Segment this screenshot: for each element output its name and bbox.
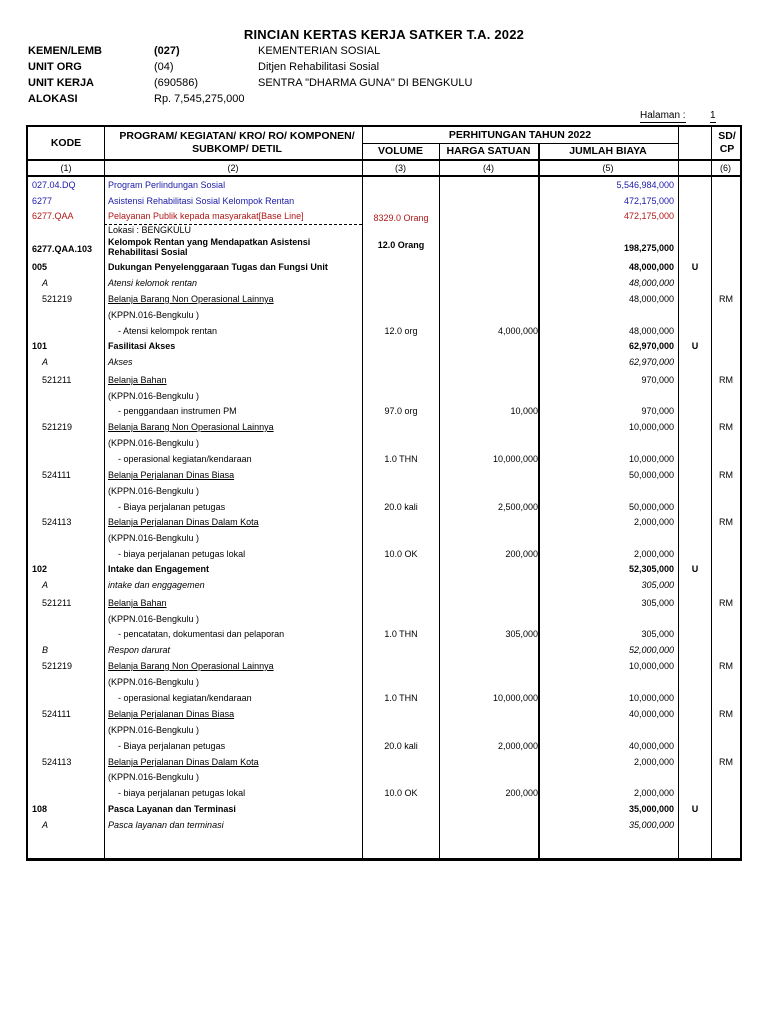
cell-u: U <box>691 804 699 814</box>
cell-program: (KPPN.016-Bengkulu ) <box>108 614 200 624</box>
table-row <box>28 546 740 562</box>
meta-label: ALOKASI <box>28 93 78 105</box>
table-row <box>28 338 740 354</box>
table-row <box>28 514 740 530</box>
colnum-3: (3) <box>395 163 406 173</box>
table-row <box>28 626 740 642</box>
cell-sdcp: RM <box>719 757 733 767</box>
meta-code: (04) <box>154 61 174 73</box>
table-row <box>28 435 740 451</box>
cell-kode: 6277 <box>32 196 53 206</box>
colnum-2: (2) <box>227 163 239 173</box>
cell-program: Pasca Layanan dan Terminasi <box>108 804 236 814</box>
document-title: RINCIAN KERTAS KERJA SATKER T.A. 2022 <box>243 27 525 42</box>
meta-code: (690586) <box>154 77 199 89</box>
cell-program: Intake dan Engagement <box>108 564 210 574</box>
cell-program: - penggandaan instrumen PM <box>118 406 237 416</box>
halaman-label: Halaman : <box>640 110 686 121</box>
cell-program: (KPPN.016-Bengkulu ) <box>108 772 200 782</box>
cell-harga: 200,000 <box>505 549 538 559</box>
table-row <box>28 451 740 467</box>
cell-jumlah: 198,275,000 <box>623 243 674 253</box>
cell-jumlah: 10,000,000 <box>628 422 674 432</box>
cell-program: Respon darurat <box>108 645 171 655</box>
cell-kode: A <box>42 580 49 590</box>
cell-jumlah: 970,000 <box>641 375 674 385</box>
cell-jumlah: 2,000,000 <box>633 757 674 767</box>
cell-jumlah: 10,000,000 <box>628 693 674 703</box>
table-row <box>28 275 740 291</box>
cell-kode: 524111 <box>42 470 71 480</box>
halaman-number: 1 <box>710 110 716 121</box>
cell-program: Program Perlindungan Sosial <box>108 180 226 190</box>
cell-program: Belanja Perjalanan Dinas Dalam Kota <box>108 517 259 527</box>
cell-program: Akses <box>108 357 133 367</box>
table-row <box>28 785 740 801</box>
cell-jumlah: 62,970,000 <box>628 357 674 367</box>
cell-kode: A <box>42 357 49 367</box>
cell-program: intake dan enggagemen <box>108 580 205 590</box>
header-perhitungan: PERHITUNGAN TAHUN 2022 <box>448 129 592 141</box>
cell-jumlah: 5,546,984,000 <box>616 180 674 190</box>
cell-harga: 4,000,000 <box>497 326 538 336</box>
cell-jumlah: 2,000,000 <box>633 517 674 527</box>
cell-kode: 524113 <box>42 757 72 767</box>
table-row <box>28 738 740 754</box>
table-row <box>28 177 740 193</box>
cell-kode: 521219 <box>42 422 73 432</box>
cell-sdcp: RM <box>719 598 733 608</box>
cell-kode: 101 <box>32 341 48 351</box>
cell-kode: 524113 <box>42 517 72 527</box>
cell-program: (KPPN.016-Bengkulu ) <box>108 677 200 687</box>
cell-program: Belanja Bahan <box>108 598 167 608</box>
cell-kode: 524111 <box>42 709 71 719</box>
cell-sdcp: RM <box>719 422 733 432</box>
meta-label: KEMEN/LEMB <box>28 45 102 57</box>
table-row <box>28 307 740 323</box>
cell-jumlah: 305,000 <box>641 629 674 639</box>
colnum-1: (1) <box>60 163 72 173</box>
table-row <box>28 388 740 404</box>
cell-program: - Biaya perjalanan petugas <box>118 741 226 751</box>
cell-kode: 102 <box>32 564 48 574</box>
cell-program: (KPPN.016-Bengkulu ) <box>108 533 200 543</box>
cell-sdcp: RM <box>719 294 733 304</box>
cell-harga: 2,500,000 <box>497 502 538 512</box>
table-row <box>28 690 740 706</box>
cell-program: - pencatatan, dokumentasi dan pelaporan <box>118 629 285 639</box>
cell-kode: 6277.QAA <box>32 211 74 221</box>
table-row <box>28 595 740 611</box>
cell-jumlah: 35,000,000 <box>628 804 674 814</box>
cell-jumlah: 48,000,000 <box>628 294 674 304</box>
meta-label: UNIT ORG <box>28 61 82 73</box>
table-row <box>28 419 740 435</box>
table-row <box>28 499 740 515</box>
cell-jumlah: 48,000,000 <box>628 262 674 272</box>
cell-kode: 521211 <box>42 598 72 608</box>
cell-jumlah: 305,000 <box>641 580 674 590</box>
cell-program: (KPPN.016-Bengkulu ) <box>108 391 200 401</box>
cell-program: Asistensi Rehabilitasi Sosial Kelompok Rentan <box>108 196 295 206</box>
table-row <box>28 291 740 307</box>
header-kode: KODE <box>50 137 82 149</box>
cell-program: - Biaya perjalanan petugas <box>118 502 226 512</box>
cell-kode: 108 <box>32 804 48 814</box>
cell-kode: 027.04.DQ <box>32 180 76 190</box>
cell-volume: 97.0 org <box>384 406 418 416</box>
table-row <box>28 642 740 658</box>
meta-value: KEMENTERIAN SOSIAL <box>258 45 381 57</box>
table-row <box>28 722 740 738</box>
cell-kode: A <box>42 278 49 288</box>
cell-volume: 20.0 kali <box>384 502 418 512</box>
cell-sdcp: RM <box>719 470 733 480</box>
cell-program: Pasca layanan dan terminasi <box>108 820 224 830</box>
cell-jumlah: 10,000,000 <box>628 661 674 671</box>
table-row <box>28 577 740 593</box>
meta-code: Rp. 7,545,275,000 <box>154 93 245 105</box>
cell-kode: B <box>42 645 49 655</box>
cell-harga: 10,000,000 <box>492 454 538 464</box>
cell-program: - operasional kegiatan/kendaraan <box>118 693 252 703</box>
cell-volume: 12.0 Orang <box>377 240 425 250</box>
cell-program: (KPPN.016-Bengkulu ) <box>108 438 200 448</box>
cell-program: Fasilitasi Akses <box>108 341 176 351</box>
cell-program: Belanja Bahan <box>108 375 167 385</box>
table-row <box>28 467 740 483</box>
cell-jumlah: 970,000 <box>641 406 674 416</box>
colnum-5: (5) <box>602 163 614 173</box>
cell-jumlah: 50,000,000 <box>628 502 674 512</box>
meta-label: UNIT KERJA <box>28 77 95 89</box>
cell-jumlah: 52,305,000 <box>628 564 674 574</box>
cell-jumlah: 35,000,000 <box>628 820 674 830</box>
colnum-4: (4) <box>483 163 494 173</box>
table-row <box>28 222 740 238</box>
cell-volume: 1.0 THN <box>384 454 418 464</box>
header-harga: HARGA SATUAN <box>446 145 531 157</box>
header-program: PROGRAM/ KEGIATAN/ KRO/ RO/ KOMPONEN/ SUBKOMP/ DETIL <box>119 130 355 155</box>
cell-jumlah: 2,000,000 <box>633 788 674 798</box>
cell-kode: 005 <box>32 262 48 272</box>
table-row <box>28 674 740 690</box>
cell-jumlah: 305,000 <box>641 598 674 608</box>
table-row <box>28 237 740 259</box>
cell-kode: 6277.QAA.103 <box>32 244 93 254</box>
table-row <box>28 193 740 209</box>
table-row <box>28 769 740 785</box>
cell-volume: 12.0 org <box>384 326 418 336</box>
cell-jumlah: 10,000,000 <box>628 454 674 464</box>
meta-value: Ditjen Rehabilitasi Sosial <box>258 61 380 73</box>
table-row <box>28 259 740 275</box>
cell-jumlah: 48,000,000 <box>628 326 674 336</box>
cell-program: Kelompok Rentan yang Mendapatkan Asistensi Rehabilitasi Sosial <box>108 237 311 257</box>
cell-jumlah: 48,000,000 <box>628 278 674 288</box>
cell-volume: 8329.0 Orang <box>373 213 429 223</box>
table-row <box>28 354 740 370</box>
table-row <box>28 403 740 419</box>
header-jumlah: JUMLAH BIAYA <box>569 145 647 157</box>
cell-sdcp: RM <box>719 517 733 527</box>
cell-program: Belanja Perjalanan Dinas Dalam Kota <box>108 757 259 767</box>
cell-sdcp: RM <box>719 661 733 671</box>
cell-program: Belanja Barang Non Operasional Lainnya <box>108 294 274 304</box>
cell-program: (KPPN.016-Bengkulu ) <box>108 310 200 320</box>
cell-kode: 521219 <box>42 661 73 671</box>
cell-volume: 1.0 THN <box>384 629 418 639</box>
cell-harga: 305,000 <box>505 629 538 639</box>
meta-value: SENTRA "DHARMA GUNA" DI BENGKULU <box>258 77 473 89</box>
cell-sdcp: RM <box>719 375 733 385</box>
cell-jumlah: 62,970,000 <box>628 341 674 351</box>
table-row <box>28 372 740 388</box>
table-row <box>28 754 740 770</box>
cell-program: (KPPN.016-Bengkulu ) <box>108 725 200 735</box>
cell-program: - operasional kegiatan/kendaraan <box>118 454 252 464</box>
header-divider <box>362 143 678 144</box>
table-row <box>28 483 740 499</box>
cell-jumlah: 40,000,000 <box>628 709 674 719</box>
cell-u: U <box>691 341 699 351</box>
cell-program: Belanja Perjalanan Dinas Biasa <box>108 470 235 480</box>
budget-table <box>26 125 742 861</box>
table-row <box>28 706 740 722</box>
cell-program: Belanja Perjalanan Dinas Biasa <box>108 709 235 719</box>
table-row <box>28 817 740 833</box>
table-row <box>28 530 740 546</box>
cell-program: Dukungan Penyelenggaraan Tugas dan Fungsi Unit <box>108 262 328 272</box>
cell-kode: 521211 <box>42 375 72 385</box>
table-row <box>28 323 740 339</box>
cell-harga: 10,000 <box>510 406 538 416</box>
cell-jumlah: 472,175,000 <box>623 196 674 206</box>
cell-kode: 521219 <box>42 294 73 304</box>
cell-volume: 1.0 THN <box>384 693 418 703</box>
cell-program: Belanja Barang Non Operasional Lainnya <box>108 661 274 671</box>
cell-jumlah: 472,175,000 <box>623 211 674 221</box>
cell-program: - Atensi kelompok rentan <box>118 326 218 336</box>
cell-volume: 10.0 OK <box>384 549 418 559</box>
table-row <box>28 658 740 674</box>
cell-u: U <box>691 564 699 574</box>
meta-code: (027) <box>154 45 180 57</box>
header-volume: VOLUME <box>378 145 423 157</box>
cell-program: Lokasi : BENGKULU <box>108 225 192 235</box>
cell-program: Pelayanan Publik kepada masyarakat[Base Line] <box>108 211 304 221</box>
cell-harga: 10,000,000 <box>492 693 538 703</box>
cell-jumlah: 50,000,000 <box>628 470 674 480</box>
header-sdcp: SD/ CP <box>718 130 736 155</box>
cell-harga: 200,000 <box>505 788 538 798</box>
cell-jumlah: 52,000,000 <box>628 645 674 655</box>
cell-harga: 2,000,000 <box>497 741 538 751</box>
table-row <box>28 801 740 817</box>
cell-volume: 20.0 kali <box>384 741 418 751</box>
table-row <box>28 611 740 627</box>
cell-kode: A <box>42 820 49 830</box>
cell-program: - biaya perjalanan petugas lokal <box>118 549 246 559</box>
cell-program: Atensi kelomok rentan <box>108 278 198 288</box>
cell-u: U <box>691 262 699 272</box>
cell-jumlah: 40,000,000 <box>628 741 674 751</box>
cell-program: Belanja Barang Non Operasional Lainnya <box>108 422 274 432</box>
table-row <box>28 561 740 577</box>
cell-program: - biaya perjalanan petugas lokal <box>118 788 246 798</box>
colnum-6: (6) <box>720 163 731 173</box>
cell-jumlah: 2,000,000 <box>633 549 674 559</box>
cell-volume: 10.0 OK <box>384 788 418 798</box>
cell-program: (KPPN.016-Bengkulu ) <box>108 486 200 496</box>
cell-sdcp: RM <box>719 709 733 719</box>
